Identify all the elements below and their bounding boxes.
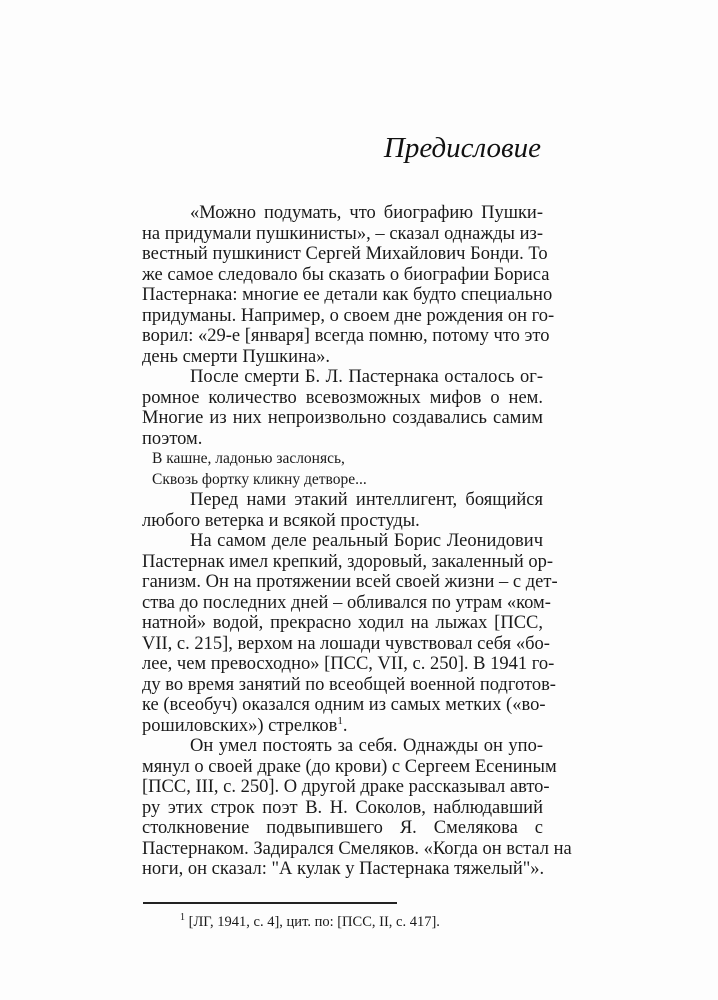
text-line (142, 838, 572, 860)
text-line (142, 633, 550, 655)
footnote-reference: 1 (337, 714, 343, 727)
line-text: Многие из них непроизвольно создавались самим (142, 408, 543, 428)
text-line (142, 551, 554, 573)
text-line (142, 224, 543, 245)
text-line (142, 531, 543, 552)
line-text: «Можно подумать, что биографию Пушки- (190, 203, 543, 223)
line-text: Пастернак имел крепкий, здоровый, закаленный ор- (142, 551, 554, 572)
line-text: ромное количество всевозможных мифов о нем. (142, 387, 543, 408)
line-text: ганизм. Он на протяжении всей своей жизни – с дет- (142, 572, 558, 592)
line-text: Он умел постоять за себя. Однажды он упо- (190, 736, 543, 756)
line-text: Пастернаком. Задирался Смеляков. «Когда он встал на (142, 838, 572, 859)
footnote-text: [ЛГ, 1941, с. 4], цит. по: [ПСС, II, с. 417]. (185, 914, 440, 930)
line-text: Сквозь фортку кликну детворе... (152, 470, 367, 488)
line-text: После смерти Б. Л. Пастернака осталось ог- (190, 367, 543, 387)
line-text: мянул о своей драке (до крови) с Сергеем Есениным (142, 756, 557, 777)
text-line (142, 756, 557, 778)
text-line (142, 674, 556, 696)
body-text (142, 203, 572, 880)
text-line (142, 305, 555, 327)
text-line (142, 264, 550, 286)
line-text: ворил: «29-е [января] всегда помню, потому что это (142, 326, 550, 346)
text-line (142, 511, 543, 532)
line-text: придуманы. Например, о своем дне рождения он го- (142, 305, 555, 326)
text-line (142, 572, 558, 593)
verse-line (142, 449, 543, 470)
text-line (142, 285, 553, 306)
line-text: . (342, 715, 348, 736)
text-line (142, 654, 555, 675)
text-line (142, 388, 543, 409)
text-line (142, 613, 543, 634)
line-text: [ПСС, III, с. 250]. О другой драке рассказывал авто- (142, 777, 550, 797)
verse-line (142, 470, 543, 491)
line-text: вестный пушкинист Сергей Михайлович Бонди. То (142, 244, 548, 264)
text-line (142, 716, 543, 737)
line-text: Перед нами этакий интеллигент, боящийся (190, 490, 543, 510)
line-text: любого ветерка и всякой простуды. (142, 510, 420, 531)
line-text: лее, чем превосходно» [ПСС, VII, с. 250]. В 1941 го- (142, 654, 555, 674)
text-line (142, 736, 543, 757)
text-line (142, 408, 543, 429)
text-line (142, 347, 543, 368)
line-text: VII, с. 215], верхом на лошади чувствовал себя «бо- (142, 633, 550, 654)
text-line (142, 798, 543, 819)
line-text: В кашне, ладонью заслонясь, (152, 450, 345, 467)
text-line (142, 367, 543, 388)
line-text: ке (всеобуч) оказался одним из самых метких («во- (142, 695, 546, 715)
footnote-divider (143, 902, 397, 904)
chapter-heading: Предисловие (383, 132, 541, 164)
line-text: на придумали пушкинисты», – сказал однажды из- (142, 223, 543, 244)
text-line (142, 818, 543, 839)
text-line (142, 203, 543, 224)
line-text: ру этих строк поэт В. Н. Соколов, наблюдавший (142, 797, 543, 818)
line-text: день смерти Пушкина». (142, 346, 331, 367)
footnote-mark: 1 (180, 912, 185, 924)
line-text: ства до последних дней – обливался по утрам «ком- (142, 592, 551, 613)
text-line (142, 695, 546, 716)
text-line (142, 859, 543, 880)
line-text: же самое следовало бы сказать о биографии Бориса (142, 264, 550, 285)
text-line (142, 490, 543, 511)
text-line (142, 244, 548, 265)
text-line (142, 429, 543, 450)
text-line (142, 777, 550, 798)
line-text: натной» водой, прекрасно ходил на лыжах [ПСС, (142, 613, 543, 633)
line-text: Пастернака: многие ее детали как будто специально (142, 285, 553, 305)
text-line (142, 592, 551, 614)
line-text: ноги, он сказал: "А кулак у Пастернака тяжелый"». (142, 859, 545, 879)
line-text: ду во время занятий по всеобщей военной подготов- (142, 674, 556, 695)
text-line (142, 326, 550, 347)
line-text: поэтом. (142, 428, 203, 449)
line-text: На самом деле реальный Борис Леонидович (190, 531, 543, 551)
line-text: рошиловских») стрелков (142, 715, 338, 736)
line-text: столкновение подвыпившего Я. Смелякова с (142, 818, 543, 838)
footnote (180, 913, 440, 931)
